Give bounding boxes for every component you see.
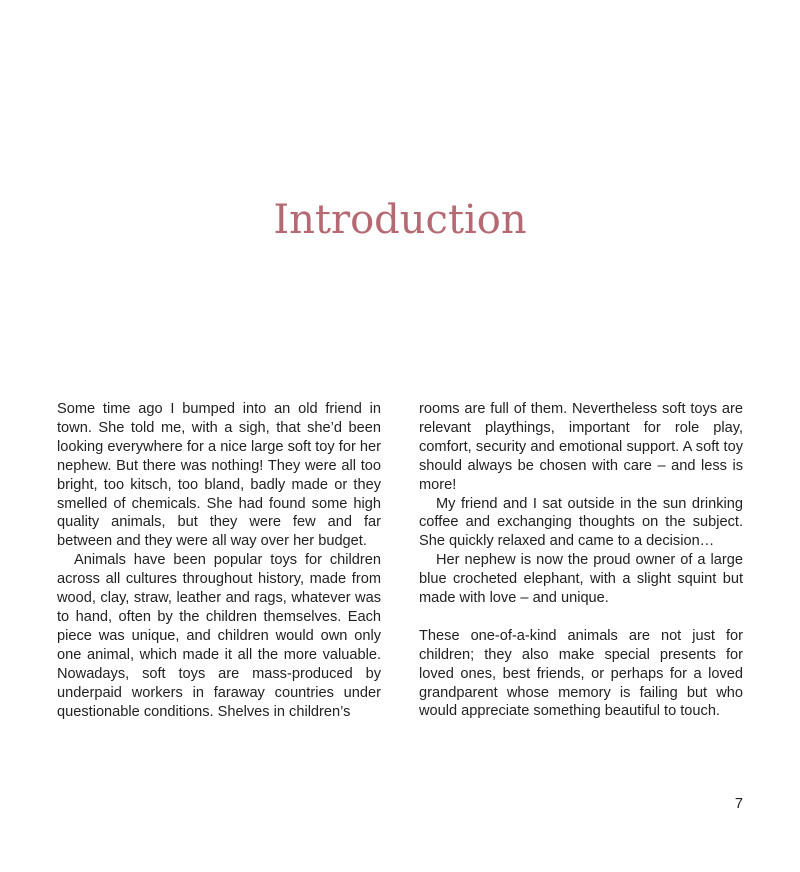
right-column bbox=[419, 400, 743, 721]
page-number: 7 bbox=[734, 796, 743, 812]
left-column bbox=[57, 400, 381, 721]
chapter-title: Introduction bbox=[273, 197, 527, 243]
paragraph: rooms are full of them. Nevertheless soft toys are relevant playthings, important for role play, comfort, security and emotional support. A soft toy should always be chosen with care – and less is more! bbox=[419, 401, 743, 493]
paragraph: My friend and I sat outside in the sun drinking coffee and exchanging thoughts on the subject. She quickly relaxed and came to a decision… bbox=[419, 495, 743, 550]
paragraph: Animals have been popular toys for children across all cultures throughout history, made from wood, clay, straw, leather and rags, whatever was to hand, often by the children themselves. Each piece was unique, and children would own only one animal, which made it all the more valuable. Nowadays, soft toys are mass-produced by underpaid workers in faraway countries under questionable conditions. Shelves in children’s bbox=[57, 552, 381, 720]
paragraph: These one-of-a-kind animals are not just for children; they also make special presents for loved ones, best friends, or perhaps for a loved grandparent whose memory is failing but who would appreciate something beautiful to touch. bbox=[419, 627, 743, 720]
paragraph: Her nephew is now the proud owner of a large blue crocheted elephant, with a slight squint but made with love – and unique. bbox=[419, 552, 743, 607]
paragraph: Some time ago I bumped into an old friend in town. She told me, with a sigh, that she’d been looking everywhere for a nice large soft toy for her nephew. But there was nothing! They were all too bright, too kitsch, too bland, badly made or they smelled of chemicals. She had found some high quality animals, but they were few and far between and they were all way over her budget. bbox=[57, 401, 381, 550]
